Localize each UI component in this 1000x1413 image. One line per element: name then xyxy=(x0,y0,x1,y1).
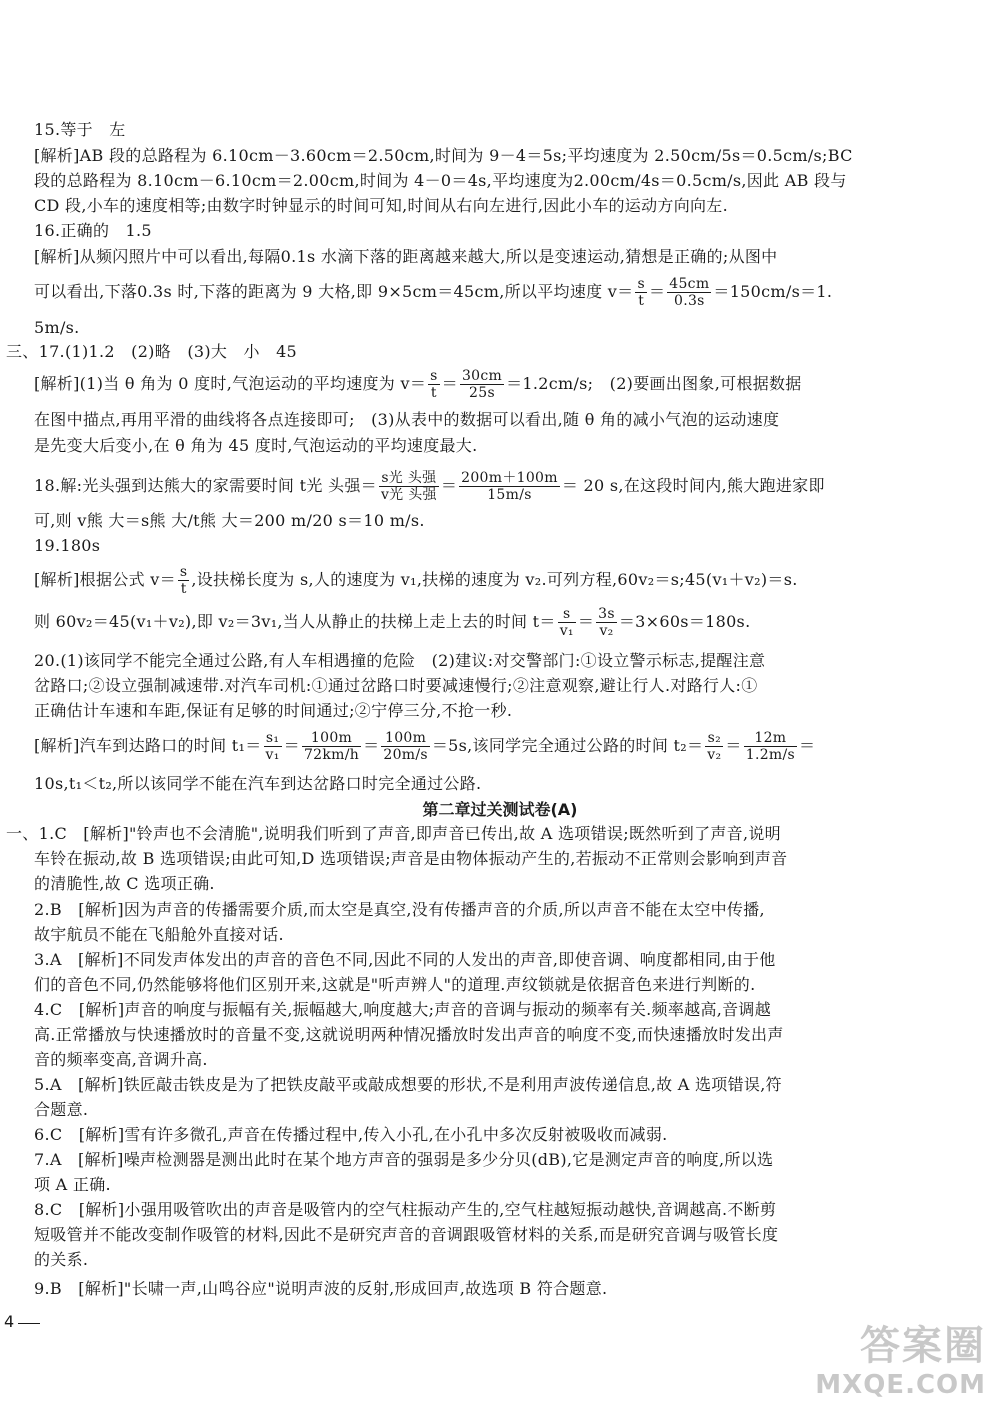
answer-4-line3: 音的频率变高,音调升高. xyxy=(34,1050,208,1069)
fraction: $\frac{s}{t}$ xyxy=(179,564,188,597)
answer-15: 15.等于 左 xyxy=(34,120,126,139)
answer-2-line1: 2.B [解析]因为声音的传播需要介质,而太空是真空,没有传播声音的介质,所以声音不能在太空中传播, xyxy=(34,900,765,919)
fraction: $\frac{3s}{\text{v₂}}$ xyxy=(598,606,615,639)
analysis-15-line2: 段的总路程为 8.10cm－6.10cm＝2.00cm,时间为 4－0＝4s,平均速度为2.00cm/4s＝0.5cm/s,因此 AB 段与 xyxy=(34,171,847,190)
watermark-url: MXQE.COM xyxy=(815,1370,986,1400)
analysis-19-line2: 则 60v₂＝45(v₁＋v₂),即 v₂＝3v₁,当人从静止的扶梯上走上去的时间 t＝ $\frac{s}{\text{v₁}}$ ＝ $\frac{3s}{\text{v₂}}$ ＝3×60s＝180s. xyxy=(34,606,751,639)
fraction: $\frac{200m+100m}{15m/s}$ xyxy=(461,470,558,503)
fraction: $\frac{12m}{1.2m/s}$ xyxy=(745,730,795,763)
answer-17: 三、17.(1)1.2 (2)略 (3)大 小 45 xyxy=(6,342,298,361)
analysis-17-line1: [解析](1)当 θ 角为 0 度时,气泡运动的平均速度为 v＝ $\frac{s}{t}$ ＝ $\frac{30cm}{25s}$ ＝1.2cm/s; (2)要画出图象,可根据数据 xyxy=(34,368,802,401)
answer-20-line3: 正确估计车速和车距,保证有足够的时间通过;②宁停三分,不抢一秒. xyxy=(34,701,513,720)
fraction: $\frac{45cm}{0.3s}$ xyxy=(669,276,710,309)
analysis-19-line1: [解析]根据公式 v＝ $\frac{s}{t}$ ,设扶梯长度为 s,人的速度为 v₁,扶梯的速度为 v₂.可列方程,60v₂＝s;45(v₁＋v₂)＝s. xyxy=(34,564,798,597)
answer-9: 9.B [解析]"长啸一声,山鸣谷应"说明声波的反射,形成回声,故选项 B 符合题意. xyxy=(34,1279,608,1298)
analysis-17-line3: 是先变大后变小,在 θ 角为 45 度时,气泡运动的平均速度最大. xyxy=(34,436,478,455)
watermark-brand: 答案圈 xyxy=(860,1323,986,1369)
fraction: $\frac{s}{t}$ xyxy=(430,368,438,401)
analysis-16-line3: 5m/s. xyxy=(34,318,80,337)
fraction: $\frac{\text{s₁}}{\text{v₁}}$ xyxy=(265,730,280,763)
answer-4-line1: 4.C [解析]声音的响度与振幅有关,振幅越大,响度越大;声音的音调与振动的频率有关.频率越高,音调越 xyxy=(34,1000,772,1019)
watermark xyxy=(786,1322,986,1404)
answer-1-line1: 一、1.C [解析]"铃声也不会清脆",说明我们听到了声音,即声音已传出,故 A 选项错误;既然听到了声音,说明 xyxy=(6,824,781,843)
fraction: $\frac{s}{\text{v₁}}$ xyxy=(559,606,574,639)
answer-8-line2: 短吸管并不能改变制作吸管的材料,因此不是研究声音的音调跟吸管材料的关系,而是研究音调与吸管长度 xyxy=(34,1225,779,1244)
analysis-16-line1: [解析]从频闪照片中可以看出,每隔0.1s 水滴下落的距离越来越大,所以是变速运动,猜想是正确的;从图中 xyxy=(34,247,778,266)
fraction: $\frac{s}{t}$ xyxy=(637,276,645,309)
fraction: $\frac{\text{s光 头强}}{\text{v光 头强}}$ xyxy=(380,470,437,503)
answer-4-line2: 高.正常播放与快速播放时的音量不变,这就说明两种情况播放时发出声音的响度不变,而快速播放时发出声 xyxy=(34,1025,784,1044)
page-number-dash xyxy=(18,1323,40,1324)
answer-20-line2: 岔路口;②设立强制减速带.对汽车司机:①通过岔路口时要减速慢行;②注意观察,避让行人.对路行人:① xyxy=(34,676,758,695)
answer-2-line2: 故宇航员不能在飞船舱外直接对话. xyxy=(34,925,284,944)
analysis-20-line1: [解析]汽车到达路口的时间 t₁＝ $\frac{\text{s₁}}{\text{v₁}}$ ＝ $\frac{100m}{72km/h}$ ＝ $\frac{100m}{20m/s}$ ＝5s,该同学完全通过公路的时间 t₂＝ $\frac{\text{s₂}}{\text{v₂}}$ ＝ $\frac{12m}{1.2m/s}$ ＝ xyxy=(34,730,816,763)
answer-20-line1: 20.(1)该同学不能完全通过公路,有人车相遇撞的危险 (2)建议:对交警部门:①设立警示标志,提醒注意 xyxy=(34,651,766,670)
answer-18-line2: 可,则 v熊 大＝s熊 大/t熊 大＝200 m/20 s＝10 m/s. xyxy=(34,511,425,530)
answer-8-line1: 8.C [解析]小强用吸管吹出的声音是吸管内的空气柱振动产生的,空气柱越短振动越快,音调越高.不断剪 xyxy=(34,1200,777,1219)
answer-1-line2: 车铃在振动,故 B 选项错误;由此可知,D 选项错误;声音是由物体振动产生的,若振动不正常则会影响到声音 xyxy=(34,849,788,868)
answer-16: 16.正确的 1.5 xyxy=(34,221,152,240)
fraction: $\frac{100m}{72km/h}$ xyxy=(303,730,360,763)
answer-3-line2: 们的音色不同,仍然能够将他们区别开来,这就是"听声辨人"的道理.声纹锁就是依据音色来进行判断的. xyxy=(34,975,756,994)
answer-7-line2: 项 A 正确. xyxy=(34,1175,111,1194)
answer-18-line1: 18.解:光头强到达熊大的家需要时间 t光 头强＝ $\frac{\text{s光 头强}}{\text{v光 头强}}$ ＝ $\frac{200m+100m}{15m/s}$ ＝ 20 s,在这段时间内,熊大跑进家即 xyxy=(34,470,825,503)
answer-3-line1: 3.A [解析]不同发声体发出的声音的音色不同,因此不同的人发出的声音,即使音调、响度都相同,由于他 xyxy=(34,950,776,969)
answer-7-line1: 7.A [解析]噪声检测器是测出此时在某个地方声音的强弱是多少分贝(dB),它是测定声音的响度,所以选 xyxy=(34,1150,774,1169)
chapter-heading: 第二章过关测试卷(A) xyxy=(422,800,578,819)
fraction: $\frac{100m}{20m/s}$ xyxy=(383,730,428,763)
analysis-16-line2: 可以看出,下落0.3s 时,下落的距离为 9 大格,即 9×5cm＝45cm,所以平均速度 v＝ $\frac{s}{t}$ ＝ $\frac{45cm}{0.3s}$ ＝150cm/s＝1. xyxy=(34,276,833,309)
analysis-15-line1: [解析]AB 段的总路程为 6.10cm－3.60cm＝2.50cm,时间为 9－4＝5s;平均速度为 2.50cm/5s＝0.5cm/s;BC xyxy=(34,146,853,165)
page-number: 4 xyxy=(4,1312,15,1331)
fraction: $\frac{\text{s₂}}{\text{v₂}}$ xyxy=(707,730,722,763)
answer-8-line3: 的关系. xyxy=(34,1250,89,1269)
answer-5-line2: 合题意. xyxy=(34,1100,89,1119)
analysis-17-line2: 在图中描点,再用平滑的曲线将各点连接即可; (3)从表中的数据可以看出,随 θ 角的减小气泡的运动速度 xyxy=(34,410,780,429)
fraction: $\frac{30cm}{25s}$ xyxy=(461,368,503,401)
answer-6: 6.C [解析]雪有许多微孔,声音在传播过程中,传入小孔,在小孔中多次反射被吸收而减弱. xyxy=(34,1125,668,1144)
analysis-20-line2: 10s,t₁＜t₂,所以该同学不能在汽车到达岔路口时完全通过公路. xyxy=(34,774,482,793)
answer-5-line1: 5.A [解析]铁匠敲击铁皮是为了把铁皮敲平或敲成想要的形状,不是利用声波传递信息,故 A 选项错误,符 xyxy=(34,1075,782,1094)
analysis-15-line3: CD 段,小车的速度相等;由数字时钟显示的时间可知,时间从右向左进行,因此小车的运动方向向左. xyxy=(34,196,728,215)
answer-19: 19.180s xyxy=(34,536,101,555)
answer-1-line3: 的清脆性,故 C 选项正确. xyxy=(34,874,215,893)
